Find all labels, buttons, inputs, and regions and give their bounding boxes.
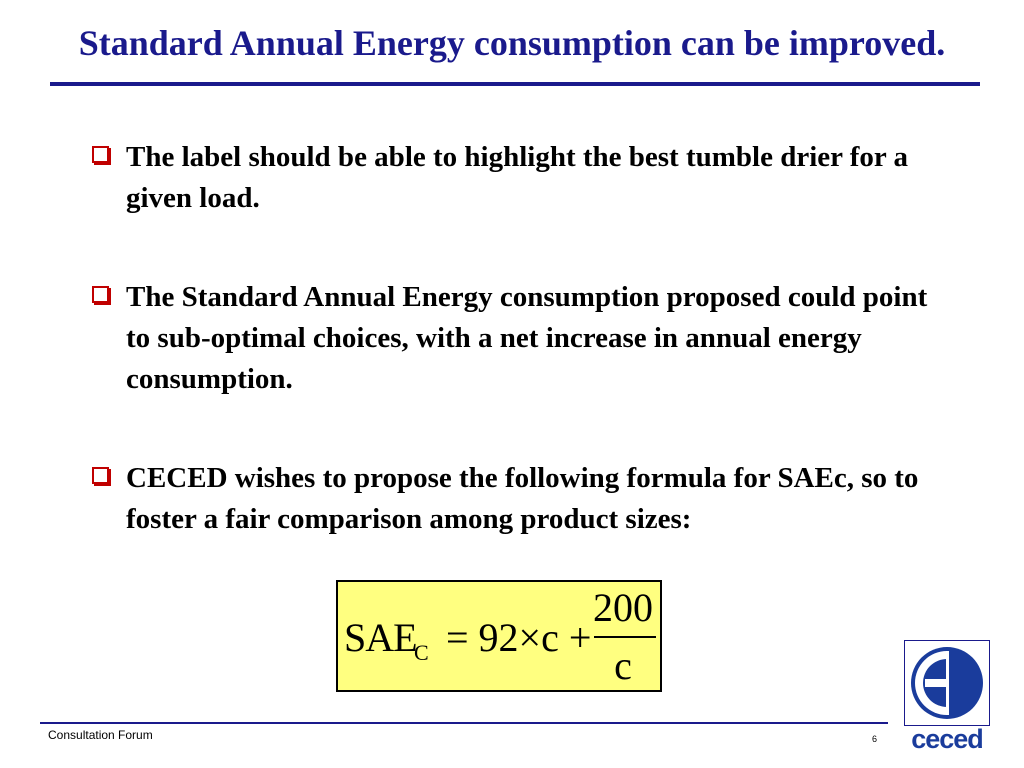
formula-subscript: C: [414, 640, 429, 665]
footer-label: Consultation Forum: [48, 728, 153, 742]
bullet-text: The Standard Annual Energy consumption proposed could point to sub-optimal choices, with a net increase in annual energy consumption.: [126, 281, 928, 395]
formula-denominator: c: [614, 643, 632, 688]
ceced-logo: [904, 640, 990, 752]
title-divider: [50, 82, 980, 86]
bullet-text: The label should be able to highlight the best tumble drier for a given load.: [126, 141, 908, 214]
bullet-text: CECED wishes to propose the following formula for SAEc, so to foster a fair comparison among product sizes:: [126, 462, 919, 535]
bullet-item: [90, 137, 950, 219]
page-number: 6: [872, 734, 878, 744]
logo-wordmark: ceced: [911, 724, 983, 754]
formula-box: [336, 580, 662, 692]
bullet-item: [90, 458, 950, 540]
square-bullet-icon: [92, 286, 109, 303]
formula-rhs: = 92×c +: [446, 615, 592, 660]
bullet-list: [90, 137, 950, 540]
ceced-logo-icon: [905, 641, 989, 725]
slide-title: Standard Annual Energy consumption can be improved.: [78, 23, 946, 63]
bullet-item: [90, 277, 950, 400]
footer-divider: [40, 722, 888, 724]
formula-lhs: SAE: [344, 615, 417, 660]
logo-frame: [904, 640, 990, 726]
formula-numerator: 200: [593, 585, 653, 630]
fraction-bar: [594, 636, 656, 638]
square-bullet-icon: [92, 146, 109, 163]
square-bullet-icon: [92, 467, 109, 484]
